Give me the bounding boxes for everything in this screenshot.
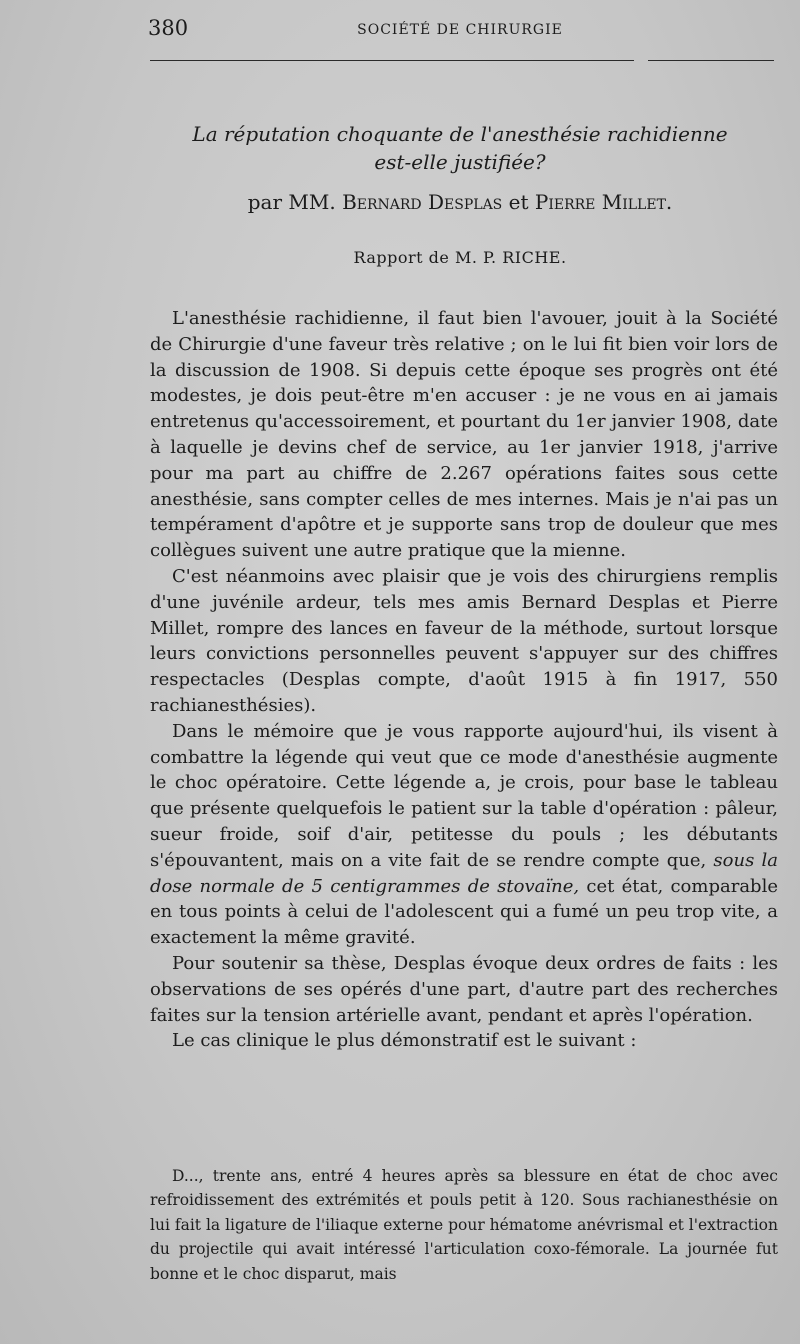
- page-number: 380: [148, 16, 189, 40]
- authors-prefix: par MM.: [247, 190, 336, 214]
- article-authors: [150, 190, 770, 214]
- case-report: D..., trente ans, entré 4 heures après sa blessure en état de choc avec refroidissement des extrémités et pouls petit à 120. Sous rachianesthésie on lui fait la ligature de l'iliaque externe pour hématome anévrismal et l'extraction du projectile qui avait intéressé l'articulation coxo-fémorale. La journée fut bonne et le choc disparut, mais: [150, 1166, 778, 1283]
- paragraph-2: C'est néanmoins avec plaisir que je vois des chirurgiens remplis d'une juvénile ardeur, tels mes amis Bernard Desplas et Pierre Millet, rompre des lances en faveur de la méthode, surtout lorsque leurs convictions personnelles peuvent s'appuyer sur des chiffres respectacles (Desplas compte, d'août 1915 à fin 1917, 550 rachianesthésies).: [150, 565, 778, 716]
- title-line-1: La réputation choquante de l'anesthésie rachidienne: [192, 122, 728, 146]
- authors-conjunction: et: [508, 190, 529, 214]
- article-title: [150, 120, 770, 176]
- author-2: Pierre Millet.: [534, 190, 673, 214]
- paragraph-3: [150, 719, 778, 951]
- paragraph-3-text-b: cet état, comparable en tous points à celui de l'adolescent qui a fumé un peu trop vite, a exactement la même gravité.: [150, 875, 778, 949]
- header-rule-right: [648, 60, 774, 61]
- paragraph-3-text-a: Dans le mémoire que je vous rapporte aujourd'hui, ils visent à combattre la légende qui veut que ce mode d'anesthésie augmente le choc opératoire. Cette légende a, je crois, pour base le tableau que présente quelquefois le patient sur la table d'opération : pâleur, sueur froide, soif d'air, petitesse du pouls ; les débutants s'épouvantent, mais on a vite fait de se rendre compte que,: [150, 720, 778, 871]
- header-rule-left: [150, 60, 634, 61]
- paragraph-5: Le cas clinique le plus démonstratif est le suivant :: [172, 1030, 637, 1052]
- page-header: [148, 14, 772, 44]
- paragraph-4: Pour soutenir sa thèse, Desplas évoque deux ordres de faits : les observations de ses opérés d'une part, d'autre part des recherches faites sur la tension artérielle avant, pendant et après l'opération.: [150, 952, 778, 1026]
- running-title: SOCIÉTÉ DE CHIRURGIE: [357, 22, 563, 38]
- paragraph-1: L'anesthésie rachidienne, il faut bien l'avouer, jouit à la Société de Chirurgie d'une faveur très relative ; on le lui fit bien voir lors de la discussion de 1908. Si depuis cette époque ses progrès ont été modestes, je dois peut-être m'en accuser : je ne vous en ai jamais entretenus qu'accessoirement, et pourtant du 1er janvier 1908, date à laquelle je devins chef de service, au 1er janvier 1918, j'arrive pour ma part au chiffre de 2.267 opérations faites sous cette anesthésie, sans compter celles de mes internes. Mais je n'ai pas un tempérament d'apôtre et je supporte sans trop de douleur que mes collègues suivent une autre pratique que la mienne.: [150, 308, 778, 562]
- author-1: Bernard Desplas: [342, 190, 503, 214]
- paragraph-3-emphasis: sous la dose normale de 5 centigrammes de stovaïne,: [150, 849, 778, 897]
- title-line-2: est-elle justifiée?: [374, 150, 546, 174]
- article-body: [150, 306, 778, 1054]
- report-line: Rapport de M. P. RICHE.: [353, 248, 567, 267]
